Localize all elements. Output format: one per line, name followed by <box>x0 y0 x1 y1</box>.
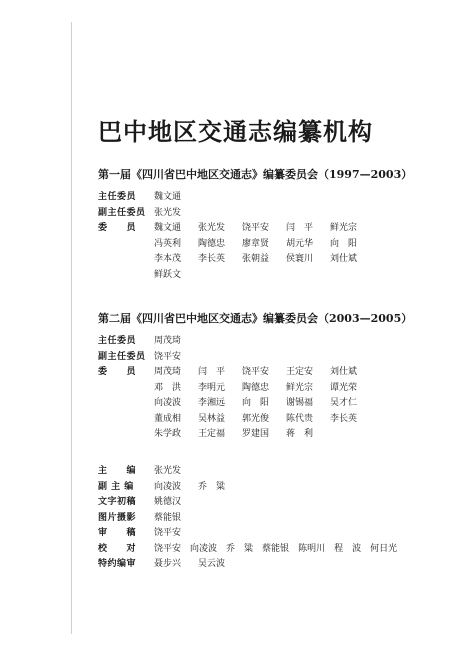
member-name: 向 阳 <box>330 238 358 249</box>
role-label: 文字初稿 <box>98 497 137 507</box>
member-name: 闫 平 <box>198 367 226 377</box>
role-label: 主 编 <box>98 466 137 476</box>
member-names <box>154 221 374 283</box>
member-name: 李本茂 <box>154 254 182 264</box>
page-title: 巴中地区交通志编纂机构 <box>98 118 373 146</box>
member-name: 罗建国 <box>242 429 270 439</box>
editorial-staff-section <box>98 464 450 573</box>
role-row <box>98 350 412 366</box>
member-names <box>154 334 374 350</box>
role-label: 副主任委员 <box>98 351 146 362</box>
role-row <box>98 480 450 496</box>
member-name: 张光发 <box>154 466 182 476</box>
member-names <box>154 365 374 443</box>
role-row <box>98 526 450 542</box>
member-name: 蒋 利 <box>286 429 314 439</box>
member-name: 廖章贤 <box>242 238 270 249</box>
member-name: 张朝益 <box>242 254 270 264</box>
member-name: 李长英 <box>330 413 358 424</box>
member-name: 饶平安 <box>242 223 270 233</box>
member-name: 饶平安 <box>154 351 182 362</box>
role-row <box>98 206 412 222</box>
member-name: 魏文通 <box>154 223 182 233</box>
role-label: 校 对 <box>98 543 137 554</box>
member-name: 李明元 <box>198 382 226 393</box>
member-names <box>154 542 450 558</box>
first-committee-list <box>98 190 412 283</box>
member-name: 陶德忠 <box>198 238 226 249</box>
member-name: 饶平安 <box>154 543 182 554</box>
member-name: 董成相 <box>154 413 182 424</box>
member-name: 刘仕斌 <box>330 254 358 264</box>
member-name: 鲜光宗 <box>330 223 358 233</box>
member-name: 程 波 <box>334 543 362 554</box>
first-committee-section <box>98 166 412 283</box>
first-committee-heading: 第一届《四川省巴中地区交通志》编纂委员会（1997—2003） <box>98 168 413 181</box>
member-name: 姚德汉 <box>154 497 182 507</box>
role-row <box>98 221 412 283</box>
member-name: 谭光荣 <box>330 382 358 393</box>
member-names <box>154 495 374 511</box>
role-row <box>98 190 412 206</box>
member-name: 刘仕斌 <box>330 367 358 377</box>
second-committee-heading: 第二届《四川省巴中地区交通志》编纂委员会（2003—2005） <box>98 312 413 325</box>
member-name: 张光发 <box>198 223 226 233</box>
member-names <box>154 511 374 527</box>
member-name: 吴云波 <box>198 559 226 569</box>
member-name: 王定福 <box>198 429 226 439</box>
member-name: 魏文通 <box>154 192 182 202</box>
second-committee-list <box>98 334 412 443</box>
member-name: 乔 粱 <box>198 481 226 492</box>
role-label: 审 稿 <box>98 528 137 538</box>
role-row <box>98 511 450 527</box>
member-name: 乔 粱 <box>226 543 254 554</box>
member-name: 闫 平 <box>286 223 314 233</box>
member-name: 胡元华 <box>286 238 314 249</box>
member-names <box>154 190 374 206</box>
member-names <box>154 526 374 542</box>
page-edge-line <box>71 22 72 634</box>
member-name: 周茂琦 <box>154 336 182 346</box>
member-name: 向凌波 <box>154 398 182 408</box>
role-row <box>98 365 412 443</box>
member-name: 向 阳 <box>242 398 270 408</box>
member-name: 邓 洪 <box>154 382 182 393</box>
member-name: 冯英利 <box>154 238 182 249</box>
member-name: 饶平安 <box>242 367 270 377</box>
member-name: 周茂琦 <box>154 367 182 377</box>
role-label: 特约编审 <box>98 559 137 569</box>
member-name: 鲜跃文 <box>154 269 182 280</box>
role-row <box>98 542 450 558</box>
role-row <box>98 557 450 573</box>
member-name: 李长英 <box>198 254 226 264</box>
member-name: 谢锡福 <box>286 398 314 408</box>
editorial-staff-list <box>98 464 450 573</box>
member-name: 向凌波 <box>190 543 218 554</box>
member-name: 王定安 <box>286 367 314 377</box>
member-name: 吴林益 <box>198 413 226 424</box>
role-label: 主任委员 <box>98 336 137 346</box>
member-name: 鲜光宗 <box>286 382 314 393</box>
role-label: 图片摄影 <box>98 512 137 523</box>
member-names <box>154 557 374 573</box>
member-name: 向凌波 <box>154 481 182 492</box>
role-row <box>98 495 450 511</box>
member-name: 李湘远 <box>198 398 226 408</box>
member-name: 蔡能银 <box>262 543 290 554</box>
member-name: 郭光俊 <box>242 413 270 424</box>
member-names <box>154 480 374 496</box>
member-name: 侯寰川 <box>286 254 314 264</box>
member-name: 陈代贵 <box>286 413 314 424</box>
second-committee-section <box>98 310 412 443</box>
member-name: 吴才仁 <box>330 398 358 408</box>
member-name: 陈明川 <box>298 543 326 554</box>
member-name: 蔡能银 <box>154 512 182 523</box>
member-name: 聂步兴 <box>154 559 182 569</box>
role-label: 主任委员 <box>98 192 137 202</box>
role-label: 副 主 编 <box>98 481 134 492</box>
member-name: 张光发 <box>154 207 182 218</box>
role-label: 委 员 <box>98 223 137 233</box>
member-name: 何日光 <box>370 543 398 554</box>
role-row <box>98 464 450 480</box>
role-label: 委 员 <box>98 367 137 377</box>
member-names <box>154 350 374 366</box>
role-label: 副主任委员 <box>98 207 146 218</box>
member-names <box>154 206 374 222</box>
member-name: 朱学政 <box>154 429 182 439</box>
member-name: 陶德忠 <box>242 382 270 393</box>
role-row <box>98 334 412 350</box>
member-name: 饶平安 <box>154 528 182 538</box>
member-names <box>154 464 374 480</box>
